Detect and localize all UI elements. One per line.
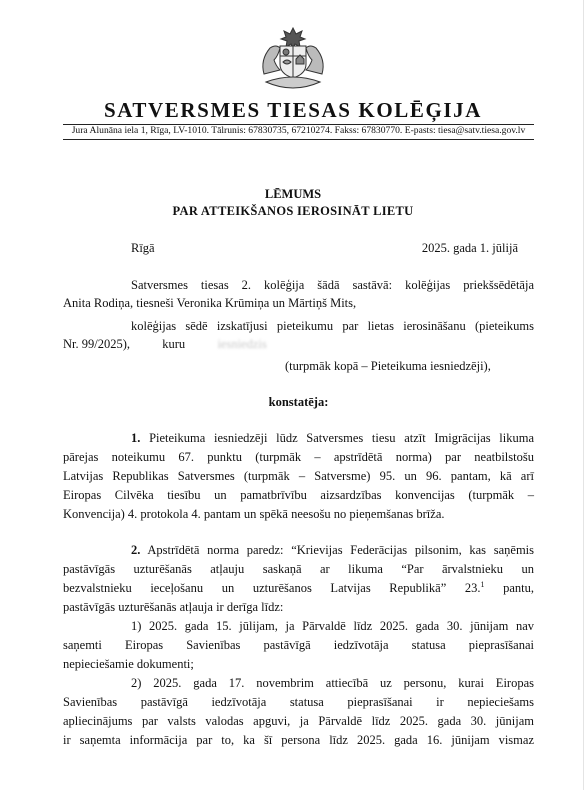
subpoint-1-line: 1) 2025. gada 15. jūlijam, ja Pārvaldē līdz 2025. gada 30. jūnijam nav bbox=[131, 619, 534, 633]
intro-line: Anita Rodiņa, tiesneši Veronika Krūmiņa un Mārtiņš Mits, bbox=[63, 296, 357, 310]
paragraph-1-line: pārejas noteikumu 67. punktu (turpmāk – apstrīdētā norma) par neatbilstošu bbox=[63, 450, 534, 464]
section-heading: konstatēja: bbox=[268, 395, 329, 409]
paragraph-1-line: 1. Pieteikuma iesniedzēji lūdz Satversmes tiesu atzīt Imigrācijas likuma bbox=[131, 431, 534, 445]
subpoint-2-line: 2) 2025. gada 17. novembrim attiecībā uz personu, kurai Eiropas bbox=[131, 676, 534, 690]
case-number: Nr. 99/2025), bbox=[63, 337, 131, 351]
intro-word: kuru bbox=[162, 337, 186, 351]
paragraph-1-line: Konvencija) 4. protokola 4. pantam un spēkā neesošu no pieņemšanas brīža. bbox=[63, 507, 445, 521]
subpoint-2-line: apliecinājums par valsts valodas apguvi, ja Pārvaldē līdz 2025. gada 30. jūnijam bbox=[63, 714, 534, 728]
header-rule-bottom bbox=[63, 139, 534, 140]
subpoint-2-line: ir saņemta informācija par to, ka šī persona līdz 2025. gada 16. jūnijam vismaz bbox=[63, 733, 534, 747]
document-place: Rīgā bbox=[131, 241, 155, 255]
court-contacts: Jura Alunāna iela 1, Rīga, LV-1010. Tālrunis: 67830735, 67210274. Fakss: 67830770. E-pasts: tiesa@satv.tiesa.gov.lv bbox=[71, 125, 526, 136]
paragraph-number: 2. bbox=[131, 543, 141, 557]
paragraph-1-line: Eiropas Cilvēka tiesību un pamatbrīvību aizsardzības konvencijas (turpmāk – bbox=[63, 488, 534, 502]
intro-line-applicant bbox=[63, 335, 534, 353]
paragraph-2-line: 2. Apstrīdētā norma paredz: “Krievijas Federācijas pilsonim, kas saņēmis bbox=[131, 543, 534, 557]
intro-line: Satversmes tiesas 2. kolēģija šādā sastāvā: kolēģijas priekšsēdētāja bbox=[131, 278, 534, 292]
intro-line: kolēģijas sēdē izskatījusi pieteikumu par lietas ierosināšanu (pieteikums bbox=[131, 319, 534, 333]
paragraph-2-line: pastāvīgās uzturēšanās atļauja ir derīga līdz: bbox=[63, 600, 284, 614]
intro-line: (turpmāk kopā – Pieteikuma iesniedzēji), bbox=[285, 359, 491, 373]
paragraph-2-line: bezvalstnieku ieceļošanu un uzturēšanos Latvijas Republikā” 23.$^1$ pantu, bbox=[63, 579, 534, 595]
paragraph-2-line: pastāvīgās uzturēšanās atļauju saskaņā ar likuma “Par ārvalstnieku un bbox=[63, 562, 534, 576]
subpoint-1-line: saņemti Eiropas Savienības pastāvīgā iedzīvotāja statusa pieprasīšanai bbox=[63, 638, 534, 652]
subpoint-2-line: Savienības pastāvīgā iedzīvotāja statusa pieprasīšanai ir nepieciešams bbox=[63, 695, 534, 709]
document-type: LĒMUMS bbox=[264, 187, 322, 201]
document-date: 2025. gada 1. jūlijā bbox=[421, 241, 518, 255]
subpoint-1-line: nepieciešamie dokumenti; bbox=[63, 657, 194, 671]
coat-of-arms-emblem bbox=[258, 26, 328, 90]
superscript: 1 bbox=[480, 579, 485, 589]
document-subtitle: PAR ATTEIKŠANOS IEROSINĀT LIETU bbox=[172, 204, 414, 218]
court-name: SATVERSMES TIESAS KOLĒĢIJA bbox=[103, 98, 483, 122]
paragraph-number: 1. bbox=[131, 431, 141, 445]
paragraph-1-line: Latvijas Republikas Satversmes (turpmāk – Satversme) 95. un 96. pantam, kā arī bbox=[63, 469, 534, 483]
redacted-applicant: iesniedzis bbox=[217, 337, 267, 351]
